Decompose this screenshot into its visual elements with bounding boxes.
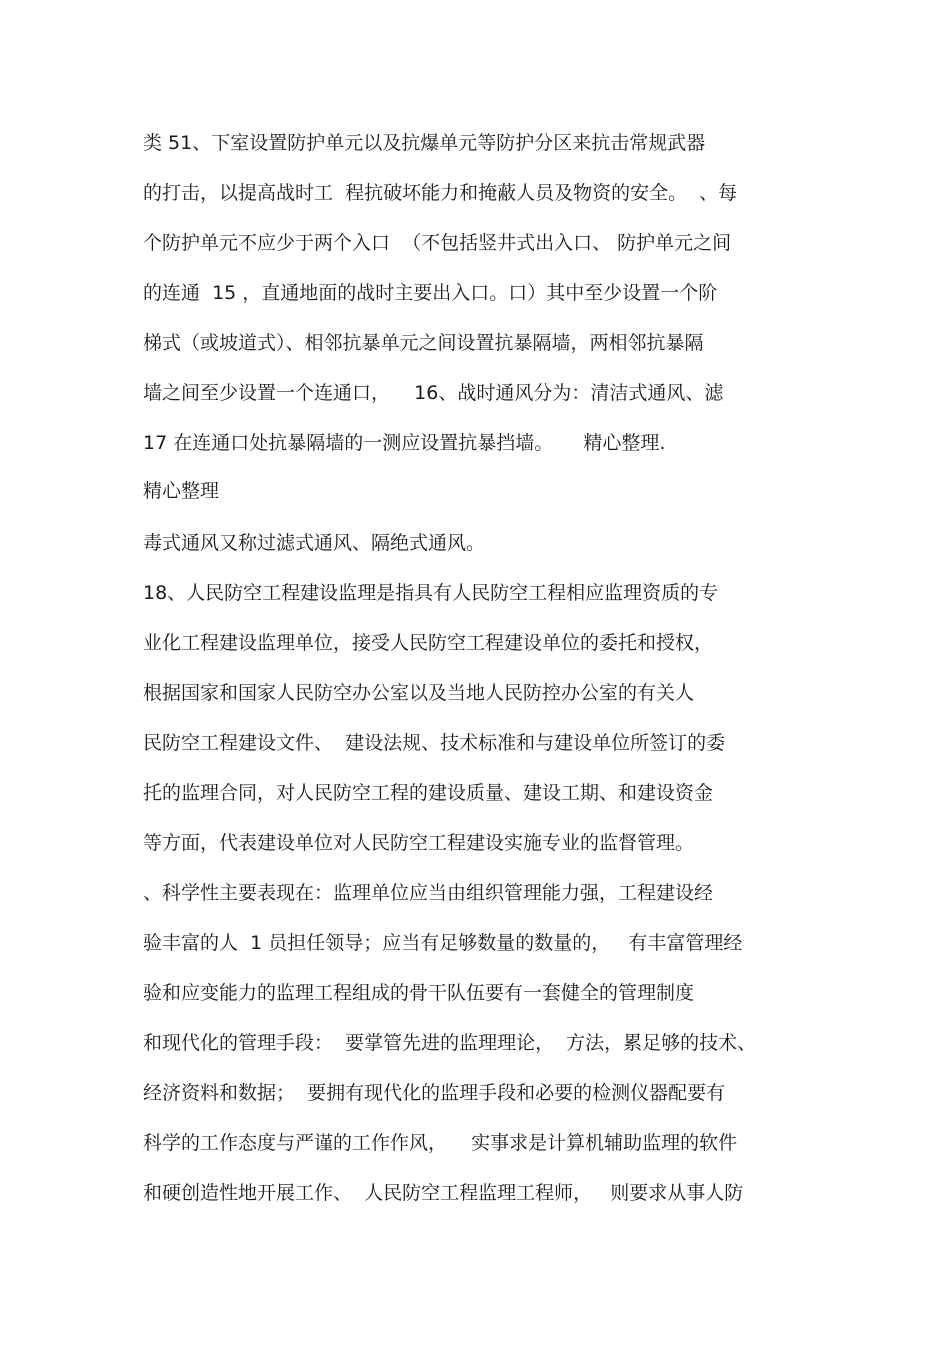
text-line: 验和应变能力的监理工程组成的骨干队伍要有一套健全的管理制度 [143, 982, 695, 1004]
text-line: 和硬创造性地开展工作、 人民防空工程监理工程师， 则要求从事人防 [143, 1182, 744, 1204]
text-line: 类 51、下室设置防护单元以及抗爆单元等防护分区来抗击常规武器 [143, 132, 706, 154]
text-line: 18、人民防空工程建设监理是指具有人民防空工程相应监理资质的专 [143, 582, 719, 604]
text-line: 、科学性主要表现在：监理单位应当由组织管理能力强，工程建设经 [143, 882, 714, 904]
text-line: 17 在连通口处抗暴隔墙的一测应设置抗暴挡墙。 精心整理. [143, 432, 666, 454]
text-line: 业化工程建设监理单位，接受人民防空工程建设单位的委托和授权， [143, 632, 714, 654]
text-line: 精心整理 [143, 480, 220, 502]
text-line: 托的监理合同，对人民防空工程的建设质量、建设工期、和建设资金 [143, 782, 714, 804]
text-line: 的打击，以提高战时工 程抗破坏能力和掩蔽人员及物资的安全。 、每 [143, 182, 738, 204]
text-line: 科学的工作态度与严谨的工作作风， 实事求是计算机辅助监理的软件 [143, 1132, 738, 1154]
text-line: 的连通 15 ，直通地面的战时主要出入口。口）其中至少设置一个阶 [143, 282, 718, 304]
text-line: 墙之间至少设置一个连通口， 16、战时通风分为：清洁式通风、滤 [143, 382, 724, 404]
text-line: 毒式通风又称过滤式通风、隔绝式通风。 [143, 532, 486, 554]
text-line: 民防空工程建设文件、 建设法规、技术标准和与建设单位所签订的委 [143, 732, 726, 754]
text-line: 经济资料和数据； 要拥有现代化的监理手段和必要的检测仪器配要有 [143, 1082, 726, 1104]
text-line: 等方面，代表建设单位对人民防空工程建设实施专业的监督管理。 [143, 832, 695, 854]
text-line: 和现代化的管理手段： 要掌管先进的监理理论， 方法，累足够的技术、 [143, 1032, 757, 1054]
text-line: 梯式（或坡道式）、相邻抗暴单元之间设置抗暴隔墙，两相邻抗暴隔 [143, 332, 704, 354]
text-line: 验丰富的人 1 员担任领导；应当有足够数量的数量的， 有丰富管理经 [143, 932, 743, 954]
text-line: 根据国家和国家人民防空办公室以及当地人民防控办公室的有关人 [143, 682, 695, 704]
text-line: 个防护单元不应少于两个入口 （不包括竖井式出入口、 防护单元之间 [143, 232, 732, 254]
